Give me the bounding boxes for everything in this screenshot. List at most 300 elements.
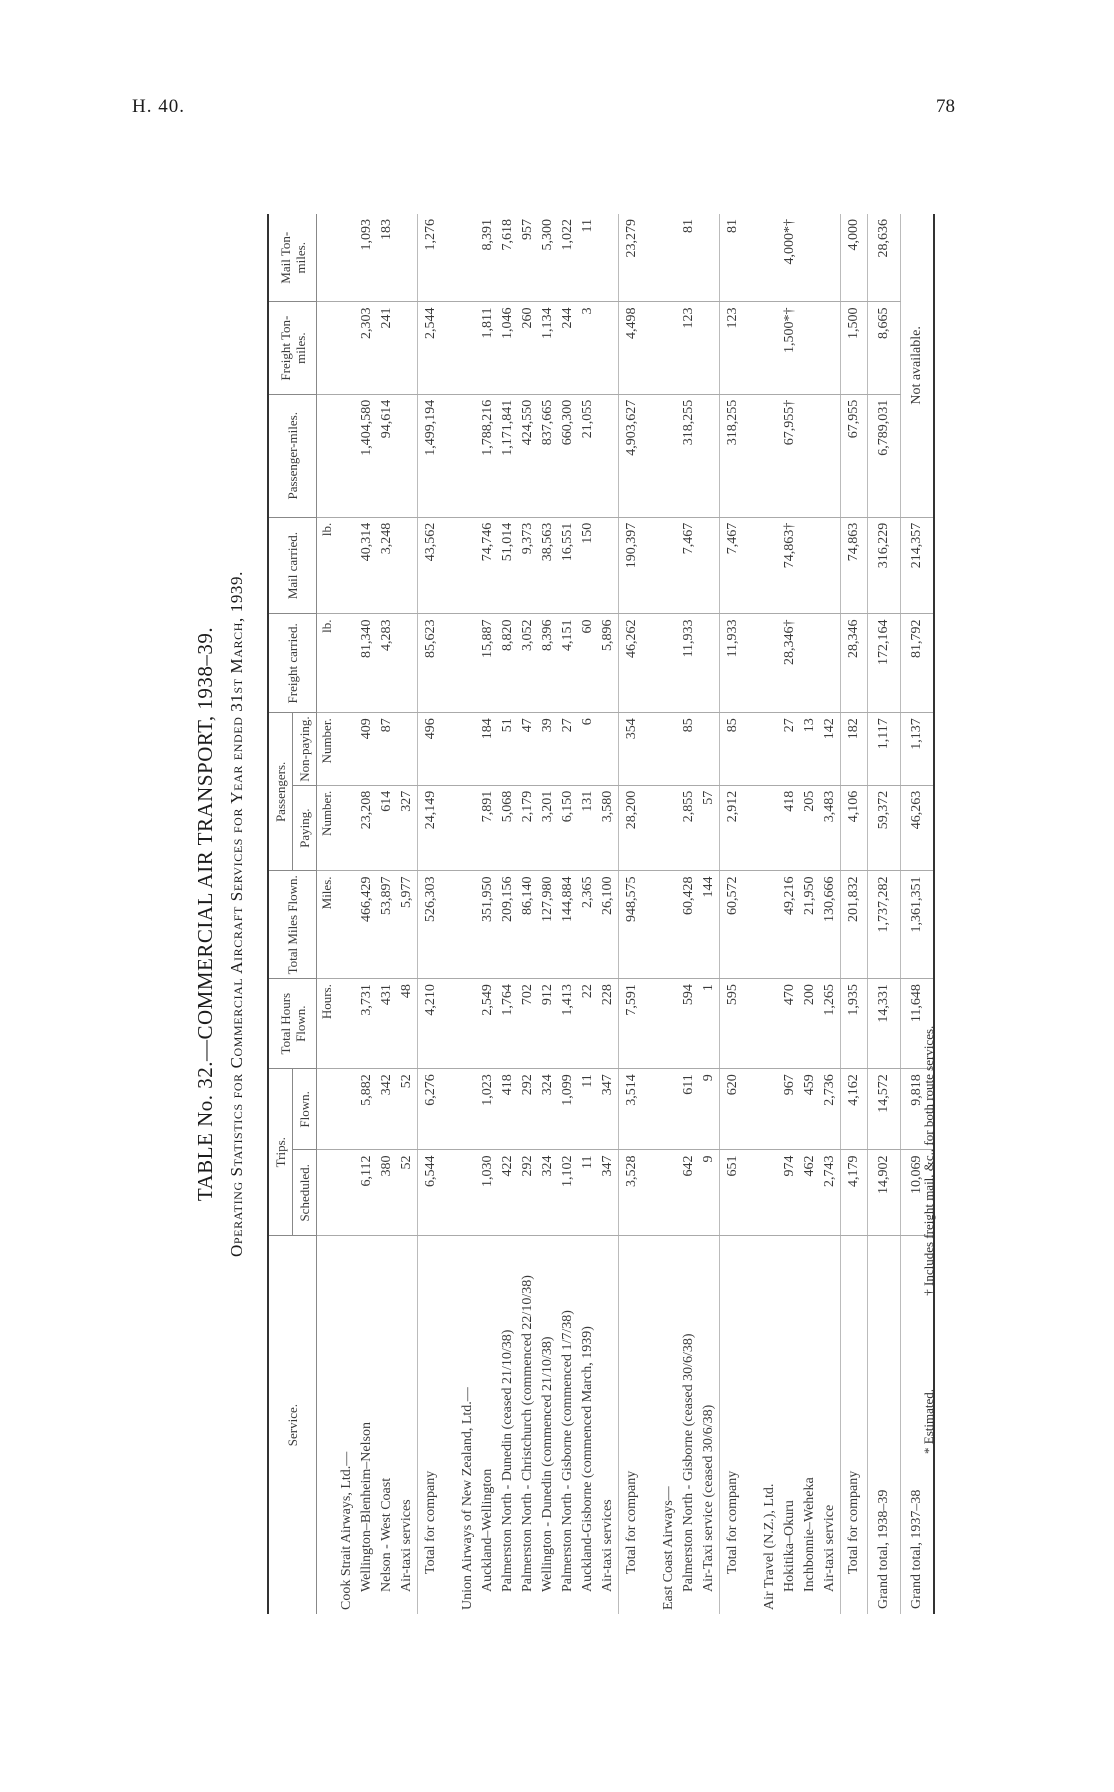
- cell-ftm: 8,665: [868, 302, 901, 394]
- service-name: Auckland-Gisborne (commenced March, 1939): [580, 1326, 595, 1592]
- cell-nonpay: 1,137: [901, 713, 935, 786]
- cell-freight: 8,396: [538, 614, 558, 713]
- cell-ftm: 2,303: [357, 302, 377, 394]
- cell-mail: 214,357: [901, 517, 935, 614]
- cell-freight: [337, 614, 357, 713]
- service-name: Nelson - West Coast: [379, 1477, 394, 1592]
- cell-miles: 60,428: [679, 871, 699, 979]
- cell-freight: 5,896: [598, 614, 619, 713]
- cell-freight: 4,151: [558, 614, 578, 713]
- cell-ftm: [659, 302, 679, 394]
- table-row: [478, 214, 498, 1614]
- cell-nonpay: 87: [377, 713, 397, 786]
- group-row: [760, 214, 780, 1614]
- cell-ftm: 1,500*†: [780, 302, 800, 394]
- cell-ftm: 241: [377, 302, 397, 394]
- cell-mail: 190,397: [619, 517, 646, 614]
- cell-hours: [458, 979, 478, 1069]
- col-freight: Freight carried.: [268, 614, 317, 713]
- col-service: Service.: [268, 1236, 317, 1614]
- cell-ftm: 123: [720, 302, 747, 394]
- cell-paying: [760, 785, 780, 871]
- cell-ftm: 1,046: [498, 302, 518, 394]
- spacer-row: [645, 214, 659, 1614]
- footnote-includes: † Includes freight mail, &c., for both route services.: [921, 1025, 936, 1296]
- cell-sched: 1,030: [478, 1150, 498, 1236]
- cell-flown: 9: [699, 1069, 720, 1150]
- cell-sched: 3,528: [619, 1150, 646, 1236]
- cell-sched: 11: [578, 1150, 598, 1236]
- cell-nonpay: 354: [619, 713, 646, 786]
- cell-mtm: 81: [720, 214, 747, 302]
- cell-mtm: 11: [578, 214, 598, 302]
- cell-pmiles: [337, 394, 357, 517]
- cell-mail: [598, 517, 619, 614]
- cell-mail: [800, 517, 820, 614]
- col-passenger-miles: Passenger-miles.: [268, 394, 317, 517]
- cell-paying: [458, 785, 478, 871]
- cell-ftm: [800, 302, 820, 394]
- col-mail: Mail carried.: [268, 517, 317, 614]
- cell-mtm: [800, 214, 820, 302]
- service-name: Total for company: [720, 1236, 747, 1614]
- table-header: [268, 214, 317, 1614]
- table-row: [598, 214, 619, 1614]
- cell-hours: 594: [679, 979, 699, 1069]
- service-name: Hokitika–Okuru: [782, 1500, 797, 1592]
- cell-hours: 1,413: [558, 979, 578, 1069]
- cell-paying: 6,150: [558, 785, 578, 871]
- cell-sched: 462: [800, 1150, 820, 1236]
- cell-freight: [820, 614, 841, 713]
- cell-hours: 228: [598, 979, 619, 1069]
- cell-freight: 15,887: [478, 614, 498, 713]
- group-row: [337, 214, 357, 1614]
- cell-pmiles: 1,404,580: [357, 394, 377, 517]
- cell-hours: 1,265: [820, 979, 841, 1069]
- cell-pmiles: 837,665: [538, 394, 558, 517]
- cell-pmiles: [699, 394, 720, 517]
- cell-miles: 144,884: [558, 871, 578, 979]
- cell-nonpay: 85: [720, 713, 747, 786]
- col-freight-ton-miles: Freight Ton-miles.: [268, 302, 317, 394]
- cell-miles: 53,897: [377, 871, 397, 979]
- cell-sched: 2,743: [820, 1150, 841, 1236]
- cell-hours: 702: [518, 979, 538, 1069]
- col-mail-ton-miles: Mail Ton-miles.: [268, 214, 317, 302]
- cell-paying: 2,855: [679, 785, 699, 871]
- cell-paying: 23,208: [357, 785, 377, 871]
- cell-sched: [337, 1150, 357, 1236]
- cell-mtm: [397, 214, 418, 302]
- cell-paying: 5,068: [498, 785, 518, 871]
- cell-hours: 1: [699, 979, 720, 1069]
- cell-pmiles: [458, 394, 478, 517]
- cell-sched: 6,544: [418, 1150, 445, 1236]
- cell-paying: 28,200: [619, 785, 646, 871]
- cell-flown: 11: [578, 1069, 598, 1150]
- cell-ftm: [820, 302, 841, 394]
- cell-miles: 127,980: [538, 871, 558, 979]
- cell-mail: 38,563: [538, 517, 558, 614]
- table-row: [699, 214, 720, 1614]
- cell-nonpay: 184: [478, 713, 498, 786]
- cell-nonpay: 142: [820, 713, 841, 786]
- table-row: [357, 214, 377, 1614]
- unit-hours: Hours.: [317, 979, 338, 1069]
- cell-nonpay: 496: [418, 713, 445, 786]
- cell-mtm: 28,636: [868, 214, 901, 302]
- cell-mtm: [820, 214, 841, 302]
- cell-sched: 4,179: [841, 1150, 868, 1236]
- cell-mail: 316,229: [868, 517, 901, 614]
- page-number: 78: [936, 96, 955, 117]
- service-name: Palmerston North - Christchurch (commenced 22/10/38): [520, 1275, 535, 1592]
- table-row: [780, 214, 800, 1614]
- cell-mail: 9,373: [518, 517, 538, 614]
- cell-ftm: [337, 302, 357, 394]
- cell-freight: 60: [578, 614, 598, 713]
- unit-non-paying: Number.: [317, 713, 338, 786]
- cell-hours: 2,549: [478, 979, 498, 1069]
- title-block: [97, 144, 246, 1684]
- cell-flown: 342: [377, 1069, 397, 1150]
- cell-flown: 2,736: [820, 1069, 841, 1150]
- cell-pmiles: [820, 394, 841, 517]
- table-row: [558, 214, 578, 1614]
- cell-hours: 11,648: [901, 979, 935, 1069]
- cell-sched: 347: [598, 1150, 619, 1236]
- cell-freight: 81,340: [357, 614, 377, 713]
- cell-pmiles: 660,300: [558, 394, 578, 517]
- cell-sched: 651: [720, 1150, 747, 1236]
- cell-ftm: 244: [558, 302, 578, 394]
- cell-miles: 948,575: [619, 871, 646, 979]
- cell-mail: [820, 517, 841, 614]
- service-name: Wellington–Blenheim–Nelson: [359, 1422, 374, 1592]
- cell-hours: 48: [397, 979, 418, 1069]
- cell-hours: 912: [538, 979, 558, 1069]
- cell-flown: 3,514: [619, 1069, 646, 1150]
- cell-nonpay: 47: [518, 713, 538, 786]
- cell-miles: 2,365: [578, 871, 598, 979]
- table-row: [518, 214, 538, 1614]
- cell-freight: [699, 614, 720, 713]
- cell-miles: 466,429: [357, 871, 377, 979]
- service-name: Air Travel (N.Z.), Ltd.: [762, 1483, 777, 1610]
- table-row: [377, 214, 397, 1614]
- cell-not-available: Not available.: [901, 214, 935, 517]
- cell-miles: [337, 871, 357, 979]
- cell-flown: 1,023: [478, 1069, 498, 1150]
- col-scheduled: Scheduled.: [293, 1150, 317, 1236]
- service-name: Air-taxi service: [822, 1504, 837, 1592]
- cell-sched: [760, 1150, 780, 1236]
- cell-freight: 85,623: [418, 614, 445, 713]
- cell-mail: [337, 517, 357, 614]
- cell-freight: 3,052: [518, 614, 538, 713]
- cell-pmiles: 318,255: [679, 394, 699, 517]
- cell-flown: 611: [679, 1069, 699, 1150]
- cell-miles: 144: [699, 871, 720, 979]
- cell-hours: 470: [780, 979, 800, 1069]
- cell-miles: 351,950: [478, 871, 498, 979]
- cell-ftm: 1,500: [841, 302, 868, 394]
- cell-mail: 74,863: [841, 517, 868, 614]
- cell-nonpay: [337, 713, 357, 786]
- cell-nonpay: 39: [538, 713, 558, 786]
- cell-ftm: 2,544: [418, 302, 445, 394]
- cell-paying: 3,201: [538, 785, 558, 871]
- cell-hours: 431: [377, 979, 397, 1069]
- cell-pmiles: [598, 394, 619, 517]
- cell-hours: [659, 979, 679, 1069]
- service-name: Palmerston North - Gisborne (ceased 30/6/38): [681, 1333, 696, 1592]
- cell-mail: [699, 517, 720, 614]
- cell-mtm: [458, 214, 478, 302]
- cell-mtm: 1,093: [357, 214, 377, 302]
- cell-hours: 22: [578, 979, 598, 1069]
- service-name: Grand total, 1937–38: [901, 1236, 935, 1614]
- cell-hours: 3,731: [357, 979, 377, 1069]
- cell-pmiles: 21,055: [578, 394, 598, 517]
- cell-paying: 4,106: [841, 785, 868, 871]
- cell-hours: 1,764: [498, 979, 518, 1069]
- cell-miles: 60,572: [720, 871, 747, 979]
- cell-miles: 86,140: [518, 871, 538, 979]
- cell-mail: 40,314: [357, 517, 377, 614]
- cell-flown: 6,276: [418, 1069, 445, 1150]
- cell-pmiles: 6,789,031: [868, 394, 901, 517]
- service-name: Palmerston North - Dunedin (ceased 21/10/38): [500, 1329, 515, 1592]
- cell-mtm: 23,279: [619, 214, 646, 302]
- col-flown: Flown.: [293, 1069, 317, 1150]
- total-row: [720, 214, 747, 1614]
- cell-mtm: [699, 214, 720, 302]
- cell-nonpay: 1,117: [868, 713, 901, 786]
- cell-sched: [458, 1150, 478, 1236]
- cell-ftm: [699, 302, 720, 394]
- cell-miles: [659, 871, 679, 979]
- cell-nonpay: 6: [578, 713, 598, 786]
- cell-nonpay: 13: [800, 713, 820, 786]
- cell-mtm: 1,276: [418, 214, 445, 302]
- units-row: [317, 214, 338, 1614]
- cell-freight: [458, 614, 478, 713]
- cell-pmiles: 67,955: [841, 394, 868, 517]
- cell-flown: 4,162: [841, 1069, 868, 1150]
- cell-pmiles: [659, 394, 679, 517]
- table-row: [538, 214, 558, 1614]
- cell-mtm: 4,000*†: [780, 214, 800, 302]
- group-row: [458, 214, 478, 1614]
- cell-flown: [760, 1069, 780, 1150]
- total-row: [841, 214, 868, 1614]
- cell-mail: 51,014: [498, 517, 518, 614]
- cell-miles: 5,977: [397, 871, 418, 979]
- table-row: [679, 214, 699, 1614]
- cell-mail: 150: [578, 517, 598, 614]
- cell-miles: [458, 871, 478, 979]
- table-row: [800, 214, 820, 1614]
- cell-hours: 595: [720, 979, 747, 1069]
- cell-mtm: 4,000: [841, 214, 868, 302]
- table-row: [820, 214, 841, 1614]
- unit-miles: Miles.: [317, 871, 338, 979]
- cell-flown: 459: [800, 1069, 820, 1150]
- cell-paying: [337, 785, 357, 871]
- cell-flown: 324: [538, 1069, 558, 1150]
- cell-nonpay: [760, 713, 780, 786]
- unit-freight: lb.: [317, 614, 338, 713]
- cell-flown: 14,572: [868, 1069, 901, 1150]
- cell-mail: [397, 517, 418, 614]
- cell-sched: 10,069: [901, 1150, 935, 1236]
- cell-nonpay: 182: [841, 713, 868, 786]
- total-row: [619, 214, 646, 1614]
- col-hours: Total Hours Flown.: [268, 979, 317, 1069]
- cell-paying: 131: [578, 785, 598, 871]
- cell-sched: 324: [538, 1150, 558, 1236]
- cell-paying: 418: [780, 785, 800, 871]
- col-paying: Paying.: [293, 785, 317, 871]
- cell-nonpay: 51: [498, 713, 518, 786]
- service-name: Air-taxi services: [600, 1499, 615, 1592]
- table-row: [578, 214, 598, 1614]
- cell-ftm: 123: [679, 302, 699, 394]
- cell-paying: 59,372: [868, 785, 901, 871]
- cell-ftm: [397, 302, 418, 394]
- service-name: Palmerston North - Gisborne (commenced 1/7/38): [560, 1310, 575, 1592]
- cell-freight: [659, 614, 679, 713]
- cell-pmiles: 67,955†: [780, 394, 800, 517]
- cell-ftm: [598, 302, 619, 394]
- cell-pmiles: 4,903,627: [619, 394, 646, 517]
- cell-paying: 24,149: [418, 785, 445, 871]
- cell-nonpay: [458, 713, 478, 786]
- cell-mail: 7,467: [720, 517, 747, 614]
- cell-miles: 1,737,282: [868, 871, 901, 979]
- cell-sched: 1,102: [558, 1150, 578, 1236]
- cell-mail: 16,551: [558, 517, 578, 614]
- page-header: [0, 0, 1114, 130]
- cell-mtm: 183: [377, 214, 397, 302]
- cell-flown: [659, 1069, 679, 1150]
- spacer-row: [746, 214, 760, 1614]
- total-row: [418, 214, 445, 1614]
- cell-mtm: [659, 214, 679, 302]
- cell-sched: 380: [377, 1150, 397, 1236]
- cell-pmiles: [397, 394, 418, 517]
- cell-mtm: [760, 214, 780, 302]
- cell-pmiles: [760, 394, 780, 517]
- cell-paying: 327: [397, 785, 418, 871]
- cell-mail: 74,746: [478, 517, 498, 614]
- cell-sched: 14,902: [868, 1150, 901, 1236]
- col-trips: Trips.: [268, 1069, 293, 1236]
- service-name: Wellington - Dunedin (commenced 21/10/38): [540, 1336, 555, 1592]
- cell-pmiles: 424,550: [518, 394, 538, 517]
- table-body: [317, 214, 935, 1614]
- cell-paying: 2,912: [720, 785, 747, 871]
- spacer-row: [444, 214, 458, 1614]
- cell-hours: [337, 979, 357, 1069]
- cell-paying: 614: [377, 785, 397, 871]
- cell-paying: 205: [800, 785, 820, 871]
- cell-mtm: 957: [518, 214, 538, 302]
- cell-ftm: 4,498: [619, 302, 646, 394]
- cell-mail: [659, 517, 679, 614]
- cell-sched: 974: [780, 1150, 800, 1236]
- group-row: [659, 214, 679, 1614]
- cell-flown: 52: [397, 1069, 418, 1150]
- cell-paying: 2,179: [518, 785, 538, 871]
- cell-freight: 81,792: [901, 614, 935, 713]
- cell-miles: 201,832: [841, 871, 868, 979]
- cell-flown: 347: [598, 1069, 619, 1150]
- cell-freight: 11,933: [679, 614, 699, 713]
- service-name: Cook Strait Airways, Ltd.—: [339, 1451, 354, 1610]
- cell-paying: 46,263: [901, 785, 935, 871]
- cell-flown: [458, 1069, 478, 1150]
- cell-ftm: 3: [578, 302, 598, 394]
- cell-freight: 11,933: [720, 614, 747, 713]
- cell-sched: 9: [699, 1150, 720, 1236]
- cell-paying: 57: [699, 785, 720, 871]
- cell-miles: 526,303: [418, 871, 445, 979]
- cell-nonpay: [397, 713, 418, 786]
- cell-nonpay: 409: [357, 713, 377, 786]
- cell-mtm: 5,300: [538, 214, 558, 302]
- cell-hours: 14,331: [868, 979, 901, 1069]
- cell-ftm: 260: [518, 302, 538, 394]
- cell-hours: 4,210: [418, 979, 445, 1069]
- cell-hours: 7,591: [619, 979, 646, 1069]
- grand-total-row: [868, 214, 901, 1614]
- cell-flown: 418: [498, 1069, 518, 1150]
- cell-sched: 6,112: [357, 1150, 377, 1236]
- cell-pmiles: 94,614: [377, 394, 397, 517]
- cell-pmiles: 1,499,194: [418, 394, 445, 517]
- cell-paying: [659, 785, 679, 871]
- cell-nonpay: 27: [558, 713, 578, 786]
- cell-sched: 292: [518, 1150, 538, 1236]
- cell-mail: [458, 517, 478, 614]
- cell-miles: 21,950: [800, 871, 820, 979]
- service-name: Air-taxi services: [399, 1499, 414, 1592]
- cell-hours: 1,935: [841, 979, 868, 1069]
- cell-flown: 292: [518, 1069, 538, 1150]
- cell-ftm: 1,811: [478, 302, 498, 394]
- cell-freight: 46,262: [619, 614, 646, 713]
- cell-paying: 3,580: [598, 785, 619, 871]
- cell-nonpay: [598, 713, 619, 786]
- cell-sched: 52: [397, 1150, 418, 1236]
- service-name: Grand total, 1938–39: [868, 1236, 901, 1614]
- cell-pmiles: 318,255: [720, 394, 747, 517]
- unit-paying: Number.: [317, 785, 338, 871]
- cell-flown: [337, 1069, 357, 1150]
- cell-mail: 74,863†: [780, 517, 800, 614]
- cell-freight: [397, 614, 418, 713]
- cell-miles: [760, 871, 780, 979]
- col-passengers: Passengers.: [268, 713, 293, 871]
- cell-mtm: [598, 214, 619, 302]
- cell-miles: 26,100: [598, 871, 619, 979]
- cell-flown: 967: [780, 1069, 800, 1150]
- cell-mail: [760, 517, 780, 614]
- cell-miles: 130,666: [820, 871, 841, 979]
